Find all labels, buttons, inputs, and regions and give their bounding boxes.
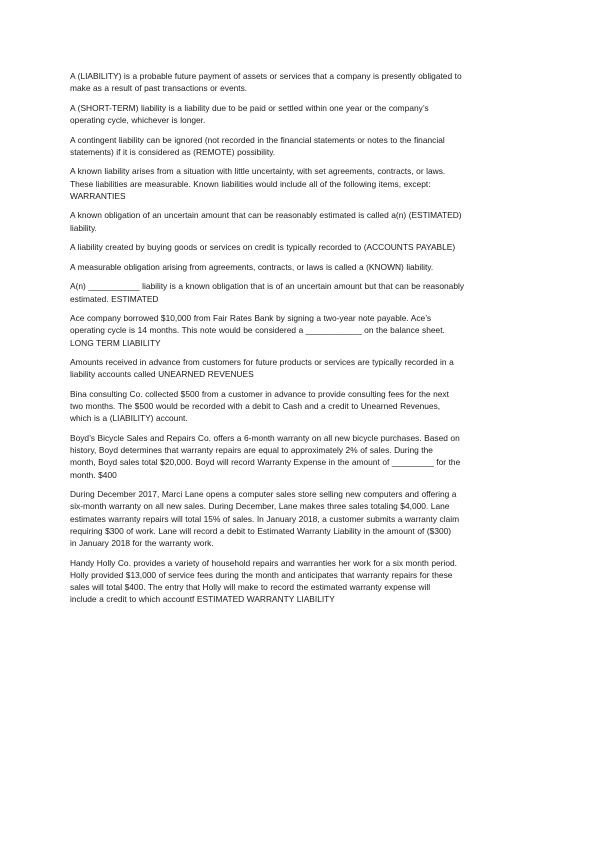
paragraph-accounts-payable: A liability created by buying goods or services on credit is typically recorded to (ACCOUNTS PAYABLE): [70, 242, 456, 253]
paragraph-bina-consulting: Bina consulting Co. collected $500 from a customer in advance to provide consulting fees for the next two months. The $500 would be recorded with a debit to Cash and a credit to Unearned Revenues, which is a (LIABILITY) account.: [70, 388, 449, 424]
paragraph-unearned-revenues: Amounts received in advance from customers for future products or services are typically recorded in a liability accounts called UNEARNED REVENUES: [70, 357, 454, 380]
paragraph-known-obligation: A measurable obligation arising from agreements, contracts, or laws is called a (KNOWN) liability.: [70, 261, 434, 272]
paragraph-marci-lane: During December 2017, Marci Lane opens a computer sales store selling new computers and offering a six-month warranty on all new sales. During December, Lane makes three sales totaling $4,000. Lane estimates warranty repairs will total 15% of sales. In January 2018, a customer submits a warranty claim requiring $300 of work. Lane will record a debit to Estimated Warranty Liability in the amount of ($300) in January 2018 for the warranty work.: [70, 489, 460, 548]
paragraph-liability-definition: A (LIABILITY) is a probable future payment of assets or services that a company is presently obligated to make as a result of past transactions or events.: [70, 71, 462, 94]
paragraph-estimated-blank: A(n) ___________ liability is a known obligation that is of an uncertain amount but that can be reasonably estimated. ESTIMATED: [70, 281, 465, 304]
paragraph-handy-holly: Handy Holly Co. provides a variety of household repairs and warranties her work for a six month period. Holly provided $13,000 of service fees during the month and anticipates that warranty repairs for these sales will total $400. The entry that Holly will make to record the estimated warranty expense will include a credit to which accountf ESTIMATED WARRANTY LIABILITY: [70, 557, 457, 605]
paragraph-estimated-liability: A known obligation of an uncertain amount that can be reasonably estimated is called a(n) (ESTIMATED) liability.: [70, 210, 462, 233]
paragraph-known-liability: A known liability arises from a situation with little uncertainty, with set agreements, contracts, or laws. These liabilities are measurable. Known liabilities would include all of the following items, except: WARRANTIES: [70, 166, 446, 201]
paragraph-ace-company-note: Ace company borrowed $10,000 from Fair Rates Bank by signing a two-year note payable. Ace’s operating cycle is 14 months. This note would be considered a ____________ on the balance sheet. LONG TERM LIABILITY: [70, 313, 445, 348]
paragraph-contingent-liability: A contingent liability can be ignored (not recorded in the financial statements or notes to the financial statements) if it is considered as (REMOTE) possibility.: [70, 134, 445, 157]
paragraph-short-term-liability: A (SHORT-TERM) liability is a liability due to be paid or settled within one year or the company’s operating cycle, whichever is longer.: [70, 102, 429, 125]
paragraph-boyd-bicycle: Boyd’s Bicycle Sales and Repairs Co. offers a 6-month warranty on all new bicycle purchases. Based on history, Boyd determines that warranty repairs are equal to approximately 2% of sales. During the month, Boyd sales total $20,000. Boyd will record Warranty Expense in the amount of _________ for the month. $400: [70, 432, 461, 480]
